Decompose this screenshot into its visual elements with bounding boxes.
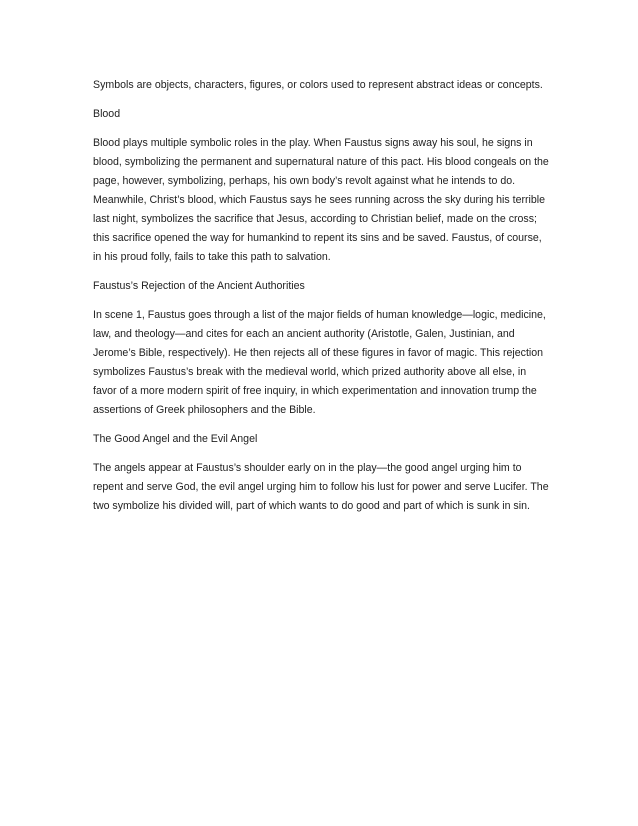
section-heading-blood: Blood — [93, 108, 121, 120]
section-heading-ancient-authorities: Faustus’s Rejection of the Ancient Authorities — [93, 280, 305, 292]
section-body-angels: The angels appear at Faustus’s shoulder early on in the play—the good angel urging him to repent and serve God, the evil angel urging him to follow his lust for power and serve Lucifer. The two symbolize his divided will, part of which wants to do good and part of which is sunk in sin. — [93, 462, 549, 512]
intro-paragraph: Symbols are objects, characters, figures, or colors used to represent abstract ideas or concepts. — [93, 79, 543, 91]
section-body-ancient-authorities: In scene 1, Faustus goes through a list of the major fields of human knowledge—logic, medicine, law, and theology—and cites for each an ancient authority (Aristotle, Galen, Justinian, and Jerome’s Bible, respectively). He then rejects all of these figures in favor of magic. This rejection symbolizes Faustus’s break with the medieval world, which prized authority above all else, in favor of a more modern spirit of free inquiry, in which experimentation and innovation trump the assertions of Greek philosophers and the Bible. — [93, 309, 546, 416]
section-heading-angels: The Good Angel and the Evil Angel — [93, 433, 258, 445]
document-body — [93, 76, 551, 526]
section-body-blood: Blood plays multiple symbolic roles in the play. When Faustus signs away his soul, he signs in blood, symbolizing the permanent and supernatural nature of this pact. His blood congeals on the page, however, symbolizing, perhaps, his own body’s revolt against what he intends to do. Meanwhile, Christ’s blood, which Faustus says he sees running across the sky during his terrible last night, symbolizes the sacrifice that Jesus, according to Christian belief, made on the cross; this sacrifice opened the way for humankind to repent its sins and be saved. Faustus, of course, in his proud folly, fails to take this path to salvation. — [93, 137, 549, 263]
